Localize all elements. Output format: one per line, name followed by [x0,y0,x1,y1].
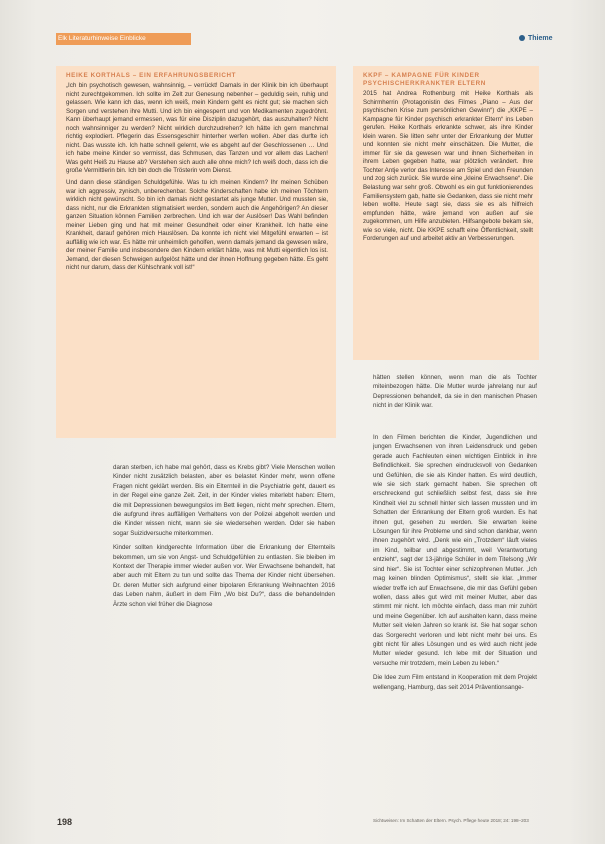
body-paragraph: In den Filmen berichten die Kinder, Jugendlichen und jungen Erwachsenen von ihren Leidensdruck und geben gerade auch Fachleuten einen wichtigen Einblick in ihre Befindlichkeit. Sie sprechen eindrucksvoll von Gedanken und Gefühlen, die sie als Kinder hatten. Es wird deutlich, wie sie sich stark gemacht haben. Sie sprechen oft erschreckend gut schließlich selbst fest, dass sie ihre Kindheit viel zu schnell hinter sich lassen mussten und im Schatten der Erkrankung der Eltern groß wurden. Es hat ihnen gut, gesehen zu werden. Sie erwarten keine Lösungen für ihre Probleme und sind schon dankbar, wenn ihnen zugehört wird. „Denk wie ein „Trotzdem“ läuft vieles im Kind, teilbar und abgestimmt, weil Verantwortung entzieht“, sagt der 13-jährige Schüler in dem Titelsong „Wir sind hier“. Sie ist Tochter einer schizophrenen Mutter. „Ich mag keinen blinden Optimismus“, stellt sie klar. „Immer wieder treffe ich auf Erwachsene, die mir das Gefühl geben wollen, dass alles gut wird mit meiner Mutter, aber das stimmt mir nicht. Ich möchte einfach, dass man mir zuhört und meine Gegenüber. Ich auf aushalten kann, dass meine Mutter seit vielen Jahren so krank ist. Sie hat sogar schon das Sorgerecht verloren und lebt nicht mehr bei uns. Es gibt nicht für alles Lösungen und es wird auch nicht jede Mutter wieder gesund. Ich lebe mit der Situation und versuche mir trotzdem, mein Leben zu leben.“ [373,434,537,667]
body-paragraph: daran sterben, ich habe mal gehört, dass es Krebs gibt? Viele Menschen wollen Kinder nicht zusätzlich belasten, aber es belastet Kinder mehr, wenn offene Fragen nicht geklärt werden. Bis ein Elternteil in die Psychiatrie geht, dauert es in der Regel eine ganze Zeit. Zeit, in der Kinder vieles miterlebt haben: Eltern, die mit Depressionen bewegungslos im Bett liegen, nicht mehr sprechen. Eltern, die aufgrund ihres auffälligen Verhaltens von der Polizei abgeholt werden und die Kinder wissen nicht, wann sie sie wiedersehen werden. Oder sie haben sogar Suizidversuche miterkommen. [113,464,335,537]
section-label: Elk Literaturhinweise Einblicke [58,35,146,42]
experience-report-heading: HEIKE KORTHALS – EIN ERFAHRUNGSBERICHT [66,72,237,79]
footer-citation: Sichtweisen: Im Schatten der Eltern. Psych. Pflege heute 2018; 24: 198–203 [373,818,529,823]
body-column-right-top [373,373,537,423]
body-column-left [113,463,335,803]
box-paragraph: Und dann diese ständigen Schuldgefühle. Was tu ich meinen Kindern? Ihr meinen Schüben war ich aggressiv, zynisch, unberechenbar. Solche Kinderschaften habe ich meinen Töchtern wirklich nicht gewünscht. So bin ich damals nicht gestartet als junge Mutter. Und mussten sie, dass nicht, nur die Erkrankten stigmatisiert werden, sondern auch die Angehörigen? An dieser ganzen Situation können Familien zerbrechen. Und ich war der Auslöser! Das Wahl befinden meiner Lieben ging und hat mit meiner Gesundheit oder einer Krankheit. Ich hatte eine Krankheit, darauf gehören mich Hauslösen. Da konnte ich nicht viel Mitgefühl erwarten – ist auffällig wie ich war. Es hätte mir unheimlich geholfen, wenn damals jemand da gewesen wäre, der meiner Familie und insbesondere den Kindern erklärt hätte, was mit Mutti eigentlich los ist. Jemand, der diesen Schweigen aufgelöst hätte und der ihnen Hoffnung gegeben hätte. Es geht nicht nur darum, dass der Kühlschrank voll ist!“ [66,179,328,272]
page-number: 198 [57,817,73,827]
campaign-heading: KKPF – KAMPAGNE FÜR KINDER PSYCHISCHERKRANKTER ELTERN [363,72,486,87]
brand-name: Thieme [528,35,553,42]
campaign-box [353,66,539,360]
campaign-text [363,90,533,358]
experience-report-box [56,66,336,438]
experience-report-text [66,82,328,434]
body-paragraph: hätten stellen können, wenn man die als Tochter miteinbezogen hätte. Die Mutter wurde jahrelang nur auf Depressionen behandelt, da sie in den manischen Phasen nicht in der Klinik war. [373,374,537,410]
publisher-brand [519,33,553,45]
brand-logo-icon [519,35,525,41]
body-column-right [373,433,537,805]
box-paragraph: 2015 hat Andrea Rothenburg mit Heike Korthals als Schirmherrin (Protagonistin des Filmes „Piano – Aus der psychischen Krise zum persönlichen Gewinn“) die „KKPE – Kampagne für Kinder psychisch erkrankter Eltern“ ins Leben gerufen. Heike Korthals erkrankte schwer, als ihre Kinder klein waren. Sie litten sehr unter der Erkrankung der Mutter und konnten sie nicht mehr einschätzen. Die Mutter, die immer für sie da gewesen war und ihnen Sicherheiten in ihrem Leben gegeben hatte, war plötzlich verändert. Ihre Tochter Antje verlor das Interesse am Spiel und den Freunden und zog sich zurück. Sie wurde eine „kleine Erwachsene“. Die Belastung war sehr groß. Obwohl es ein gut funktionierendes Familiensystem gab, hatte sie Gedanken, dass sie nicht mehr leben wollte. Heute sagt sie, dass sie es als hilfreich empfunden hätte, wäre jemand von außen auf sie zugekommen, um Hilfe anzubieten. Hilfsangebote bekam sie, wie so viele, nicht. Die KKPE schafft eine Öffentlichkeit, stellt Forderungen auf und arbeitet aktiv an Verbesserungen. [363,90,533,243]
body-paragraph: Die Idee zum Film entstand in Kooperation mit dem Projekt wellengang, Hamburg, das seit 2014 Präventionsange- [373,674,537,691]
body-paragraph: Kinder sollten kindgerechte Information über die Erkrankung der Elternteils bekommen, um sie von Angst- und Schuldgefühlen zu entlasten. Sie bleiben im Kontext der Therapie immer wieder außen vor. Wer Erwachsene behandelt, hat aber auch mit Eltern zu tun und sollte das Thema der Kinder nicht übersehen. Dr. deren Mutter sich aufgrund einer bipolaren Erkrankung Weihnachten 2016 das Leben nahm, äußert in dem Film „Wo bist Du?“, dass die behandelnden Ärzte schon viel früher die Diagnose [113,544,335,608]
box-paragraph: „Ich bin psychotisch gewesen, wahnsinnig, – verrückt! Damals in der Klinik bin ich überhaupt nicht zurechtgekommen. Ich sollte im Zelt zur Genesung nebenher – geduldig sein, ruhig und gelassen. Wie kann ich das, wenn ich weiß, mein Kindern geht es nicht gut; sie machen sich Sorgen und verstehen ihre Mutti. Und ich bin eingesperrt und von Medikamenten zugedröhnt. Kann überhaupt jemand ermessen, was für eine Disziplin dazugehört, das auszuhalten? Nicht noch wahnsinniger zu werden? Nicht wirklich durchzudrehen? Ich hätte ich gern manchmal richtig explodiert. Pflegerin das Essensgeschirr hinterher werfen wollen. Aber das durfte ich nicht. Das wusste ich. Ich hatte schnell gelernt, wie es abgeht auf der Geschlossenen … Und ich habe meine Kinder so vermisst, das Schmusen, das Tanzen und vor allem das Lachen! Was geht Heiß zu Hause ab? Verstehen sich auch alle ohne mich? Ich weiß doch, dass ich die große Vermittlerin bin. Ich bin doch die Trösterin vom Dienst. [66,82,328,175]
